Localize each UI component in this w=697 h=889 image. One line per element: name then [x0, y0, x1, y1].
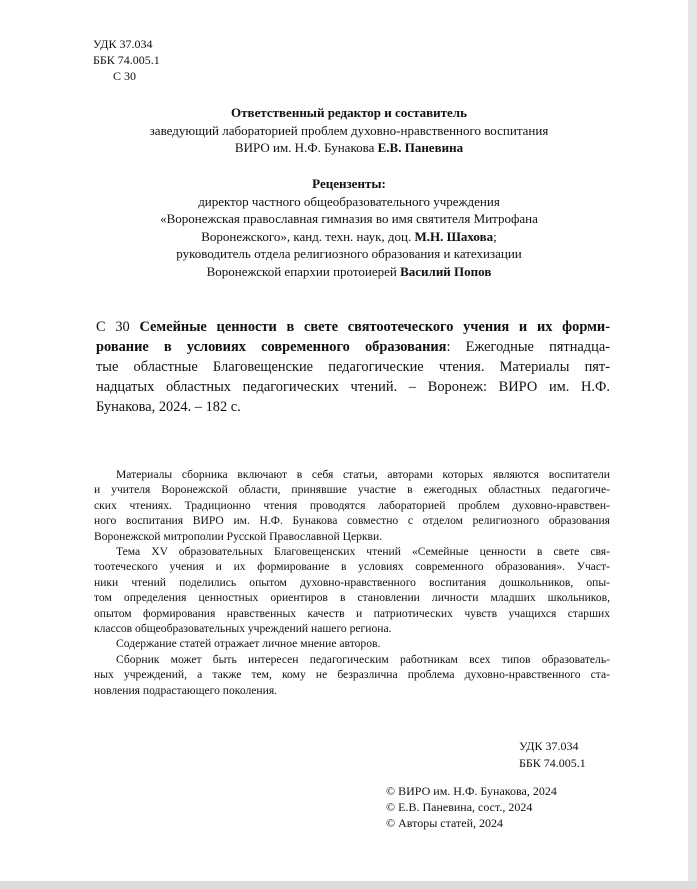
copyright-line: © ВИРО им. Н.Ф. Бунакова, 2024: [386, 784, 557, 798]
editor-name: Е.В. Паневина: [377, 140, 464, 155]
annotation-line: опытом формирования нравственных качеств и патриотических чувств учащихся старших: [94, 606, 610, 620]
editor-org: ВИРО им. Н.Ф. Бунакова: [234, 140, 378, 155]
annotation-line: новления подрастающего поколения.: [94, 683, 278, 697]
annotation-line: Содержание статей отражает личное мнение авторов.: [116, 637, 381, 651]
editor-line-1: заведующий лабораторией проблем духовно-нравственного воспитания: [149, 122, 549, 138]
annotation-line: классов общеобразовательных учреждений нашего региона.: [94, 622, 392, 636]
bib-title-part-1: Семейные ценности в свете святоотеческого учения и их форми-: [139, 319, 611, 335]
reviewer-line-2: «Воронежская православная гимназия во имя святителя Митрофана: [160, 211, 538, 226]
copyright-block: [386, 783, 557, 831]
bib-line-3: тые областные Благовещенские педагогические чтения. Материалы пят-: [96, 359, 610, 375]
reviewer-2-name: Василий Попов: [400, 263, 492, 279]
annotation-line: ного воспитания ВИРО им. Н.Ф. Бунакова совместно с отделом религиозного образования: [94, 514, 610, 528]
annotation-line: ских чтениях. Традиционно чтения проводятся лабораторией проблем духовно-нравствен-: [94, 498, 610, 512]
annotation: [94, 467, 610, 698]
annotation-line: ных учреждений, а также тем, кому не безразлична проблема духовно-нравственного ста-: [94, 668, 610, 682]
annotation-line: и учителя Воронежской области, принявшие участие в ежегодных областных педагогиче-: [94, 483, 610, 497]
reviewer-1-name: М.Н. Шахова: [414, 228, 494, 244]
reviewers-block: [88, 175, 610, 280]
viewer-background-right: [688, 0, 697, 889]
reviewer-1-position: Воронежского», канд. техн. наук, доц.: [201, 228, 415, 244]
reviewer-line-5: [88, 263, 610, 281]
reviewers-heading: Рецензенты:: [312, 176, 386, 191]
bib-line-4: надцатых областных педагогических чтений. – Воронеж: ВИРО им. Н.Ф.: [96, 379, 610, 395]
viewer-background-bottom: [0, 881, 697, 889]
reviewer-1-punct: ;: [493, 228, 497, 244]
classification-codes-bottom: [519, 738, 586, 772]
bib-line-1: [96, 317, 610, 337]
editor-block: [88, 104, 610, 157]
copyright-line: © Е.В. Паневина, сост., 2024: [386, 800, 533, 814]
annotation-line: Сборник может быть интересен педагогическим работникам всех типов образователь-: [116, 652, 610, 666]
annotation-line: Материалы сборника включают в себя статьи, авторами которых являются воспитатели: [116, 468, 610, 481]
classification-codes-top: [93, 36, 160, 84]
reviewer-line-3: [88, 228, 610, 246]
bbk-code-bottom: ББК 74.005.1: [519, 756, 586, 770]
reviewer-line-4: руководитель отдела религиозного образования и катехизации: [176, 246, 522, 261]
reviewer-line-1: директор частного общеобразовательного учреждения: [198, 193, 500, 209]
editor-heading: Ответственный редактор и составитель: [231, 105, 467, 120]
bibliographic-description: [96, 317, 610, 417]
annotation-line: Воронежской митрополии Русской Православной Церкви.: [94, 529, 383, 543]
annotation-line: тоотеческого учения и их формирование в условиях современного образования». Участ-: [94, 560, 610, 574]
bib-title-part-2: рование в условиях современного образования: [96, 339, 447, 355]
bib-line-2: [96, 337, 610, 357]
editor-line-2: [88, 139, 610, 157]
udk-code-bottom: УДК 37.034: [519, 739, 579, 753]
udk-code: УДК 37.034: [93, 37, 153, 51]
annotation-line: том определения ценностных ориентиров в становлении личности младших школьников,: [94, 591, 610, 605]
bib-author-mark: С 30: [96, 319, 140, 335]
annotation-line: ники чтений поделились опытом духовно-нравственного воспитания дошкольников, опы-: [94, 575, 610, 589]
bbk-code: ББК 74.005.1: [93, 53, 160, 67]
reviewer-2-position: Воронежской епархии протоиерей: [206, 263, 401, 279]
copyright-line: © Авторы статей, 2024: [386, 816, 504, 830]
bib-subtitle-start: : Ежегодные пятнадца-: [446, 339, 610, 355]
bib-line-5: Бунакова, 2024. – 182 с.: [96, 399, 241, 415]
author-mark: С 30: [113, 69, 137, 83]
annotation-line: Тема XV образовательных Благовещенских чтений «Семейные ценности в свете свя-: [116, 545, 610, 559]
